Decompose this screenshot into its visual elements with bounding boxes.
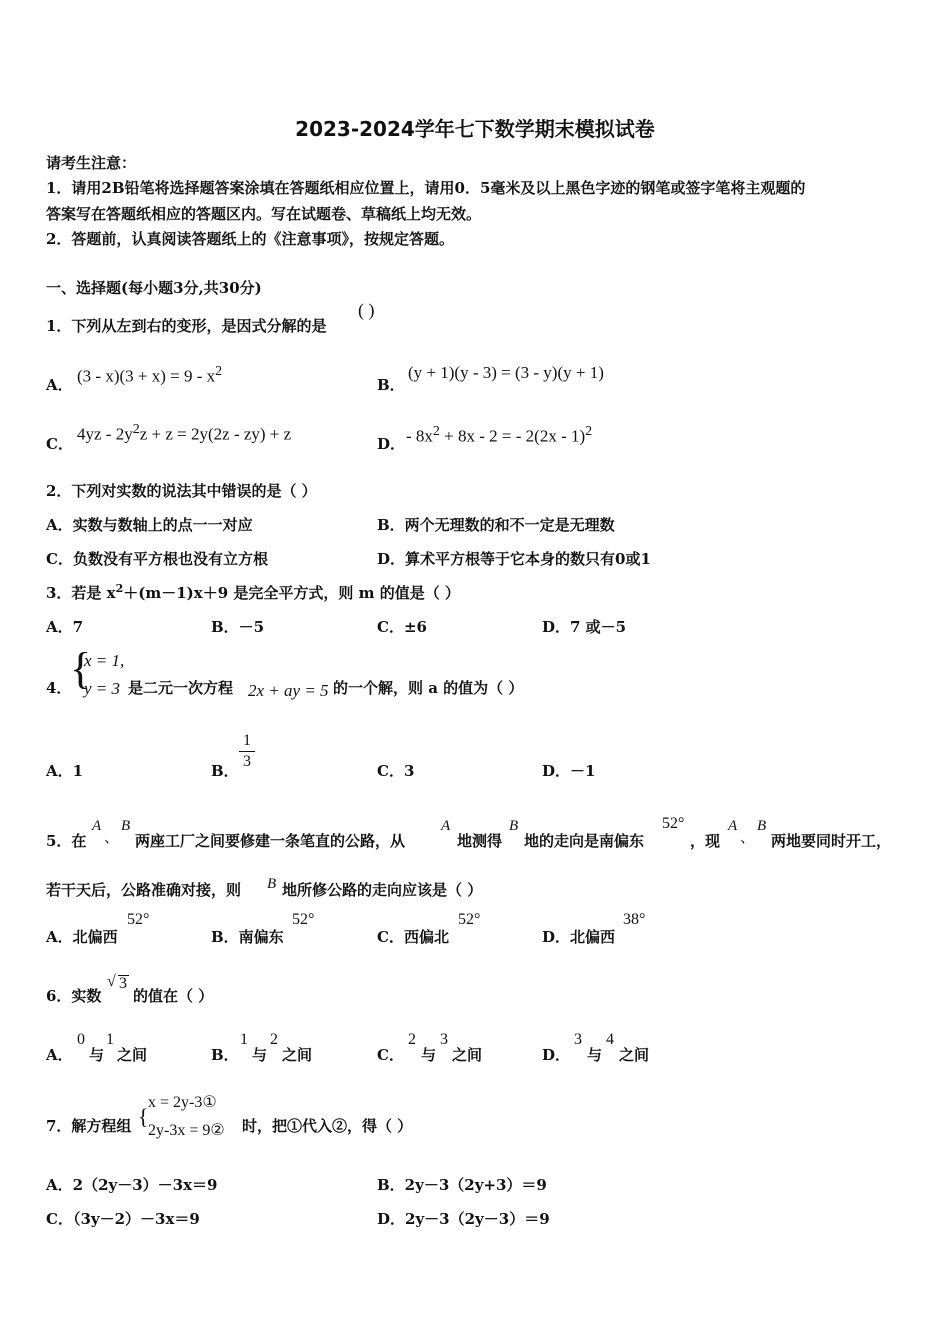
equation: 2x + ay = 5 bbox=[248, 681, 329, 700]
option-b: B．2y－3（2y+3）＝9 bbox=[377, 1176, 547, 1194]
option-c: C．（3y－2）－3x＝9 bbox=[46, 1210, 200, 1228]
question-5-text: 地所修公路的走向应该是（ ） bbox=[282, 881, 483, 899]
number: 2 bbox=[408, 1031, 416, 1048]
question-2-stem: 2．下列对实数的说法其中错误的是（ ） bbox=[46, 482, 317, 500]
option-d: D．7 或－5 bbox=[542, 618, 627, 636]
option-d: D．算术平方根等于它本身的数只有0或1 bbox=[377, 550, 651, 568]
question-5-text: 地测得 bbox=[457, 832, 503, 850]
question-5-text: 若干天后，公路准确对接，则 bbox=[46, 881, 242, 899]
option-b-label: B． bbox=[377, 376, 405, 394]
question-5-text: 5．在 bbox=[46, 832, 87, 850]
option-text: 之间 bbox=[619, 1046, 650, 1064]
fraction-numerator: 1 bbox=[243, 732, 251, 749]
option-a: A．北偏西 bbox=[46, 928, 118, 946]
point-a: A bbox=[441, 818, 451, 834]
number: 1 bbox=[240, 1031, 248, 1048]
fraction-bar bbox=[239, 751, 255, 752]
angle-value: 52° bbox=[292, 911, 315, 928]
system-equation: y = 3 bbox=[84, 679, 121, 698]
option-a-label: A． bbox=[46, 1046, 73, 1064]
option-d-expression: - $8x^2 + 8x - 2$ = - 2(2x - 1)$^2$ bbox=[406, 424, 593, 446]
option-text: 与 bbox=[252, 1046, 268, 1064]
radicand: 3 bbox=[119, 975, 127, 992]
angle-value: 52° bbox=[127, 911, 150, 928]
question-4-text: 的一个解，则 a 的值为（ ） bbox=[333, 679, 524, 697]
option-d: D．北偏西 bbox=[542, 928, 616, 946]
option-d: D．－1 bbox=[542, 762, 596, 780]
system-brace: { bbox=[138, 1104, 149, 1129]
option-b: B．南偏东 bbox=[211, 928, 284, 946]
option-b: B．－5 bbox=[211, 618, 265, 636]
point-a: A bbox=[92, 818, 102, 834]
option-b-label: B． bbox=[211, 1046, 239, 1064]
option-c-expression: $4yz - 2y^2z + z = 2y(2z - zy) + z$ bbox=[77, 422, 292, 444]
separator: 、 bbox=[104, 828, 120, 846]
fraction-denominator: 3 bbox=[243, 753, 251, 770]
question-6-text: 的值在（ ） bbox=[133, 987, 214, 1005]
option-a: A．1 bbox=[46, 762, 84, 780]
option-d-label: D． bbox=[542, 1046, 571, 1064]
page-title: 2023-2024学年七下数学期末模拟试卷 bbox=[295, 117, 655, 141]
system-brace: { bbox=[70, 644, 92, 693]
question-1-stem: 1．下列从左到右的变形，是因式分解的是 bbox=[46, 317, 327, 335]
option-c: C．±6 bbox=[377, 618, 427, 636]
angle-value: 52° bbox=[458, 911, 481, 928]
notice-line: 2．答题前，认真阅读答题纸上的《注意事项》，按规定答题。 bbox=[46, 230, 454, 248]
option-c: C．3 bbox=[377, 762, 415, 780]
fraction bbox=[239, 732, 255, 771]
question-5-text: ，现 bbox=[690, 832, 721, 850]
system-equation: 2y-3x = 9② bbox=[148, 1122, 225, 1139]
system-equation: x = 1, bbox=[84, 651, 125, 670]
option-a: A．2（2y－3）－3x＝9 bbox=[46, 1176, 218, 1194]
option-c-label: C． bbox=[46, 435, 73, 453]
point-b: B bbox=[509, 818, 519, 834]
option-text: 与 bbox=[421, 1046, 437, 1064]
separator: 、 bbox=[740, 828, 756, 846]
option-text: 与 bbox=[89, 1046, 105, 1064]
question-5-text: 两地要同时开工， bbox=[771, 832, 892, 850]
angle-value: 52° bbox=[662, 815, 685, 832]
question-7-text: 7．解方程组 bbox=[46, 1117, 132, 1135]
question-5-text: 地的走向是南偏东 bbox=[524, 832, 645, 850]
option-text: 与 bbox=[587, 1046, 603, 1064]
number: 4 bbox=[606, 1031, 614, 1048]
point-b: B bbox=[267, 876, 277, 892]
question-6-text: 6．实数 bbox=[46, 987, 102, 1005]
section-heading: 一、选择题(每小题3分,共30分) bbox=[46, 279, 262, 297]
notice-heading: 请考生注意： bbox=[46, 154, 137, 172]
option-text: 之间 bbox=[282, 1046, 313, 1064]
option-d-label: D． bbox=[377, 435, 406, 453]
option-b-label: B． bbox=[211, 762, 239, 780]
option-c-label: C． bbox=[377, 1046, 404, 1064]
question-3-stem: 3．若是 $x^2+(m-1)x+9$ 是完全平方式，则 m 的值是（ ） bbox=[46, 582, 460, 602]
number: 0 bbox=[77, 1031, 85, 1048]
option-b: B．两个无理数的和不一定是无理数 bbox=[377, 516, 615, 534]
answer-paren: ( ) bbox=[358, 300, 375, 320]
sqrt-symbol: √ bbox=[107, 973, 116, 990]
question-5-text: 两座工厂之间要修建一条笔直的公路，从 bbox=[135, 832, 406, 850]
option-text: 之间 bbox=[452, 1046, 483, 1064]
option-b-expression: (y + 1)(y - 3) = (3 - y)(y + 1) bbox=[408, 363, 604, 382]
system-equation: x = 2y-3① bbox=[148, 1094, 217, 1111]
question-4-number: 4． bbox=[46, 679, 72, 697]
question-4-text: 是二元一次方程 bbox=[128, 679, 234, 697]
point-b: B bbox=[757, 818, 767, 834]
notice-line: 1．请用2B铅笔将选择题答案涂填在答题纸相应位置上，请用0．5毫米及以上黑色字迹的钢笔或签字笔将主观题的 bbox=[46, 179, 806, 197]
option-d: D．2y－3（2y－3）＝9 bbox=[377, 1210, 550, 1228]
option-a: A．7 bbox=[46, 618, 84, 636]
question-7-text: 时，把①代入②，得（ ） bbox=[242, 1117, 413, 1135]
point-a: A bbox=[728, 818, 738, 834]
point-b: B bbox=[121, 818, 131, 834]
number: 2 bbox=[270, 1031, 278, 1048]
notice-line: 答案写在答题纸相应的答题区内。写在试题卷、草稿纸上均无效。 bbox=[46, 205, 482, 223]
option-a: A．实数与数轴上的点一一对应 bbox=[46, 516, 253, 534]
number: 1 bbox=[106, 1031, 114, 1048]
angle-value: 38° bbox=[623, 911, 646, 928]
option-a-expression: $(3 - x)(3 + x) = 9 - x^2$ bbox=[77, 364, 223, 386]
number: 3 bbox=[574, 1031, 582, 1048]
option-c: C．西偏北 bbox=[377, 928, 449, 946]
option-text: 之间 bbox=[117, 1046, 148, 1064]
option-c: C．负数没有平方根也没有立方根 bbox=[46, 550, 268, 568]
option-a-label: A． bbox=[46, 376, 73, 394]
number: 3 bbox=[440, 1031, 448, 1048]
